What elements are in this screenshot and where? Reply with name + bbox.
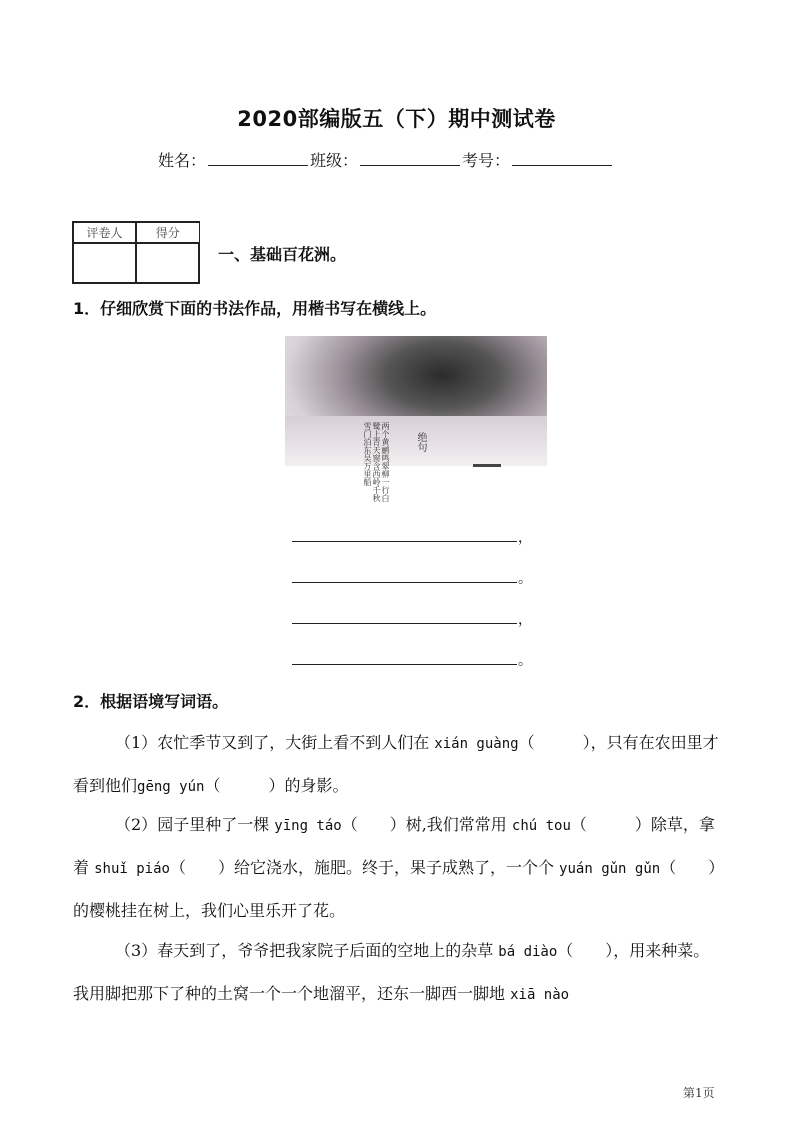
- number-label: 考号：: [462, 151, 511, 170]
- answer-blank-text[interactable]: （ ）的樱桃挂在树上，我们心里乐开了花。: [73, 858, 717, 920]
- answer-line-2-punct: 。: [518, 571, 532, 587]
- class-field[interactable]: [360, 151, 460, 166]
- calligraphy-painting: [285, 336, 547, 502]
- answer-line-2[interactable]: [292, 582, 517, 583]
- name-label: 姓名：: [158, 151, 207, 170]
- item-text: 农忙季节又到了，大街上看不到人们在: [157, 733, 435, 752]
- score-cell[interactable]: [136, 243, 199, 283]
- page-title: 2020部编版五（下）期中测试卷: [237, 107, 556, 131]
- answer-blank-text[interactable]: （ ）给它浇水，施肥。终于，果子成熟了，一个个: [169, 858, 560, 877]
- answer-blank-text[interactable]: （ ）的身影。: [204, 776, 349, 795]
- pinyin-prompt: bá diào: [498, 944, 558, 960]
- number-field[interactable]: [512, 151, 612, 166]
- grader-cell[interactable]: [73, 243, 136, 283]
- answer-line-3[interactable]: [292, 623, 517, 624]
- student-info-row: [158, 148, 614, 171]
- page-number: 第1页: [683, 1086, 715, 1100]
- question-2-item-1: [73, 722, 721, 808]
- pinyin-prompt: xián guàng: [434, 736, 519, 752]
- painting-poem: 两个黄鹂鸣翠柳一行白鹭上青天窗含西岭千秋雪门泊东吴万里船: [363, 422, 390, 502]
- item-number: （2）: [115, 815, 158, 834]
- answer-line-4-punct: 。: [518, 653, 532, 669]
- question-1-prompt: 1．仔细欣赏下面的书法作品，用楷书写在横线上。: [73, 299, 437, 318]
- answer-line-3-punct: ，: [518, 612, 532, 628]
- answer-blank-text[interactable]: （ ）除草，拿着: [73, 815, 715, 877]
- item-text: 春天到了，爷爷把我家院子后面的空地上的杂草: [157, 941, 499, 960]
- score-table: [72, 221, 200, 284]
- pinyin-prompt: chú tou: [511, 818, 571, 834]
- class-label: 班级：: [310, 151, 359, 170]
- answer-line-1[interactable]: [292, 541, 517, 542]
- item-text: 园子里种了一棵: [157, 815, 275, 834]
- score-header: 得分: [136, 222, 199, 243]
- item-number: （1）: [115, 733, 158, 752]
- pinyin-prompt: gēng yún: [137, 779, 205, 795]
- answer-blank-text[interactable]: （ ），只有在农田里才看到他们: [73, 733, 719, 795]
- name-field[interactable]: [208, 151, 308, 166]
- pinyin-prompt: xiā nào: [510, 987, 570, 1003]
- pinyin-prompt: yuán gǔn gǔn: [559, 861, 661, 877]
- pinyin-prompt: yīng táo: [274, 818, 342, 834]
- answer-blank-text[interactable]: （ ），用来种菜。我用脚把那下了种的土窝一个一个地溜平，还东一脚西一脚地: [73, 941, 710, 1003]
- answer-blank-text[interactable]: （ ）树,我们常常用: [341, 815, 512, 834]
- section-title: 一、基础百花洲。: [218, 245, 347, 264]
- answer-line-4[interactable]: [292, 664, 517, 665]
- item-number: （3）: [115, 941, 158, 960]
- question-2-item-3: [73, 930, 721, 1016]
- pinyin-prompt: shuǐ piáo: [94, 861, 170, 877]
- painting-title: 绝句: [415, 432, 426, 452]
- grader-header: 评卷人: [73, 222, 136, 243]
- question-2-prompt: 2．根据语境写词语。: [73, 692, 229, 711]
- question-2-item-2: [73, 804, 721, 931]
- boat-icon: [473, 464, 501, 467]
- answer-line-1-punct: ，: [518, 530, 532, 546]
